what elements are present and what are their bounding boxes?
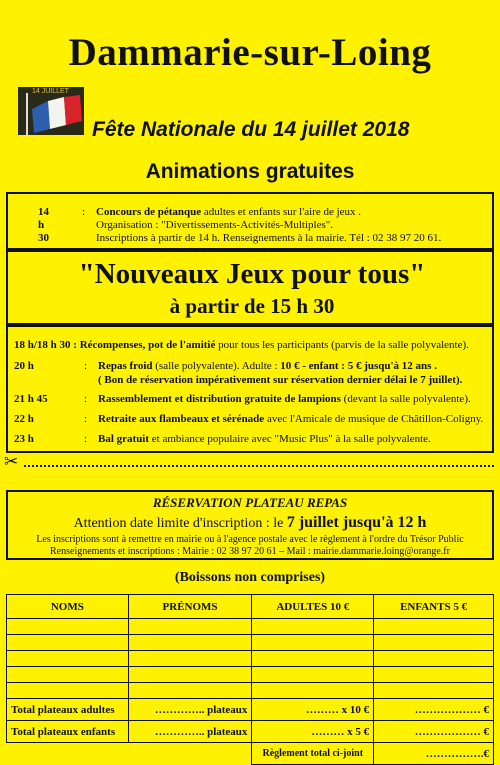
schedule-row	[14, 339, 469, 352]
schedule-time: 21 h 45	[14, 393, 48, 405]
total-adultes-row	[7, 699, 494, 721]
schedule-desc	[98, 360, 437, 373]
reglement-row	[7, 743, 494, 765]
reservation-contact: Renseignements et inscriptions : Mairie : 02 38 97 20 61 – Mail : mairie.dammarie.loing@orange.fr	[50, 546, 450, 557]
schedule-title: Rassemblement et distribution gratuite de lampions	[98, 393, 341, 405]
schedule-time: 22 h	[14, 413, 34, 425]
column-header: PRÉNOMS	[128, 595, 252, 619]
separator: :	[84, 393, 88, 405]
empty-cell	[7, 743, 129, 765]
separator: :	[84, 433, 88, 445]
schedule-box	[6, 325, 494, 453]
schedule-title: Repas froid	[98, 360, 153, 372]
table-header-row	[7, 595, 494, 619]
table-cell[interactable]	[252, 651, 374, 667]
petanque-title: Concours de pétanque	[96, 206, 202, 218]
table-cell[interactable]	[374, 651, 494, 667]
cut-line	[24, 465, 494, 467]
table-cell[interactable]	[7, 619, 129, 635]
table-cell[interactable]	[252, 683, 374, 699]
table-row[interactable]	[7, 667, 494, 683]
schedule-time: 20 h	[14, 360, 34, 372]
table-cell[interactable]	[128, 683, 252, 699]
table-cell[interactable]	[374, 619, 494, 635]
schedule-time: 23 h	[14, 433, 34, 445]
jeux-title: "Nouveaux Jeux pour tous"	[78, 258, 426, 290]
jeux-box	[6, 250, 494, 325]
table-cell[interactable]	[7, 667, 129, 683]
separator: :	[84, 413, 88, 425]
separator: :	[84, 360, 88, 372]
petanque-box	[6, 192, 494, 250]
reservation-note: ( Bon de réservation impérativement sur réservation dernier délai le 7 juillet).	[98, 374, 463, 386]
flag-image	[18, 87, 84, 135]
schedule-note	[98, 374, 462, 387]
table-cell[interactable]	[252, 667, 374, 683]
column-header: ADULTES 10 €	[252, 595, 374, 619]
column-header: ENFANTS 5 €	[374, 595, 494, 619]
total-enfants-amount[interactable]: ……………… €	[374, 721, 494, 743]
schedule-time: 18 h/18 h 30 :	[14, 339, 77, 351]
reservation-instructions: Les inscriptions sont à remettre en mairie ou à l'agence postale avec le règlement à l'ordre du Trésor Public	[36, 534, 464, 545]
table-row[interactable]	[7, 635, 494, 651]
column-header: NOMS	[7, 595, 129, 619]
reservation-deadline	[8, 514, 492, 532]
reglement-label: Règlement total ci-joint	[252, 743, 374, 765]
table-cell[interactable]	[252, 619, 374, 635]
schedule-desc	[98, 433, 431, 446]
petanque-line3: Inscriptions à partir de 14 h. Renseignements à la mairie. Tél : 02 38 97 20 61.	[96, 232, 442, 244]
petanque-time: 14 h 30	[38, 206, 49, 244]
total-adultes-amount[interactable]: ……………… €	[374, 699, 494, 721]
reservation-box	[6, 490, 494, 560]
schedule-desc-text: (salle polyvalente). Adulte :	[152, 360, 281, 372]
reglement-amount[interactable]: …………….€	[374, 743, 494, 765]
table-row[interactable]	[7, 683, 494, 699]
schedule-desc	[98, 413, 483, 426]
table-row[interactable]	[7, 651, 494, 667]
schedule-desc-text: (devant la salle polyvalente).	[340, 393, 471, 405]
table-cell[interactable]	[128, 619, 252, 635]
total-enfants-plateaux[interactable]: ………….. plateaux	[128, 721, 252, 743]
table-cell[interactable]	[374, 635, 494, 651]
total-enfants-label: Total plateaux enfants	[7, 721, 129, 743]
table-cell[interactable]	[128, 667, 252, 683]
empty-cell	[128, 743, 252, 765]
table-row[interactable]	[7, 619, 494, 635]
total-adultes-label: Total plateaux adultes	[7, 699, 129, 721]
total-adultes-mult[interactable]: ……… x 10 €	[252, 699, 374, 721]
table-cell[interactable]	[7, 651, 129, 667]
table-cell[interactable]	[7, 635, 129, 651]
schedule-title: Retraite aux flambeaux et sérénade	[98, 413, 265, 425]
schedule-prices: 10 € - enfant : 5 € jusqu'à 12 ans .	[280, 360, 437, 372]
table-cell[interactable]	[374, 683, 494, 699]
table-cell[interactable]	[374, 667, 494, 683]
reservation-table	[6, 594, 494, 765]
total-enfants-row	[7, 721, 494, 743]
schedule-desc-text: et ambiance populaire avec "Music Plus" à la salle polyvalente.	[149, 433, 431, 445]
petanque-line1	[96, 206, 361, 219]
deadline-date: 7 juillet jusqu'à 12 h	[286, 514, 427, 531]
schedule-desc	[98, 393, 471, 406]
boissons-note: (Boissons non comprises)	[174, 570, 326, 585]
schedule-title: Bal gratuit	[98, 433, 150, 445]
table-cell[interactable]	[252, 635, 374, 651]
separator: :	[82, 206, 86, 218]
deadline-prefix: Attention date limite d'inscription : le	[73, 516, 287, 531]
fete-title: Fête Nationale du 14 juillet 2018	[92, 118, 410, 141]
schedule-desc: pour tous les participants (parvis de la salle polyvalente).	[215, 339, 469, 351]
schedule-desc-text: avec l'Amicale de musique de Châtillon-Coligny.	[264, 413, 484, 425]
reservation-title: RÉSERVATION PLATEAU REPAS	[152, 495, 348, 510]
animations-title: Animations gratuites	[145, 160, 355, 183]
petanque-line1-rest: adultes et enfants sur l'aire de jeux .	[201, 206, 362, 218]
table-cell[interactable]	[7, 683, 129, 699]
flag-text: 14 JUILLET	[32, 88, 69, 95]
scissors-icon: ✂	[4, 452, 19, 471]
jeux-subtitle: à partir de 15 h 30	[169, 294, 335, 318]
petanque-line2: Organisation : "Divertissements-Activités-Multiples".	[96, 219, 333, 231]
table-cell[interactable]	[128, 651, 252, 667]
total-enfants-mult[interactable]: ……… x 5 €	[252, 721, 374, 743]
total-adultes-plateaux[interactable]: ………….. plateaux	[128, 699, 252, 721]
table-cell[interactable]	[128, 635, 252, 651]
page-title: Dammarie-sur-Loing	[68, 31, 432, 74]
schedule-title: Récompenses, pot de l'amitié	[79, 339, 216, 351]
